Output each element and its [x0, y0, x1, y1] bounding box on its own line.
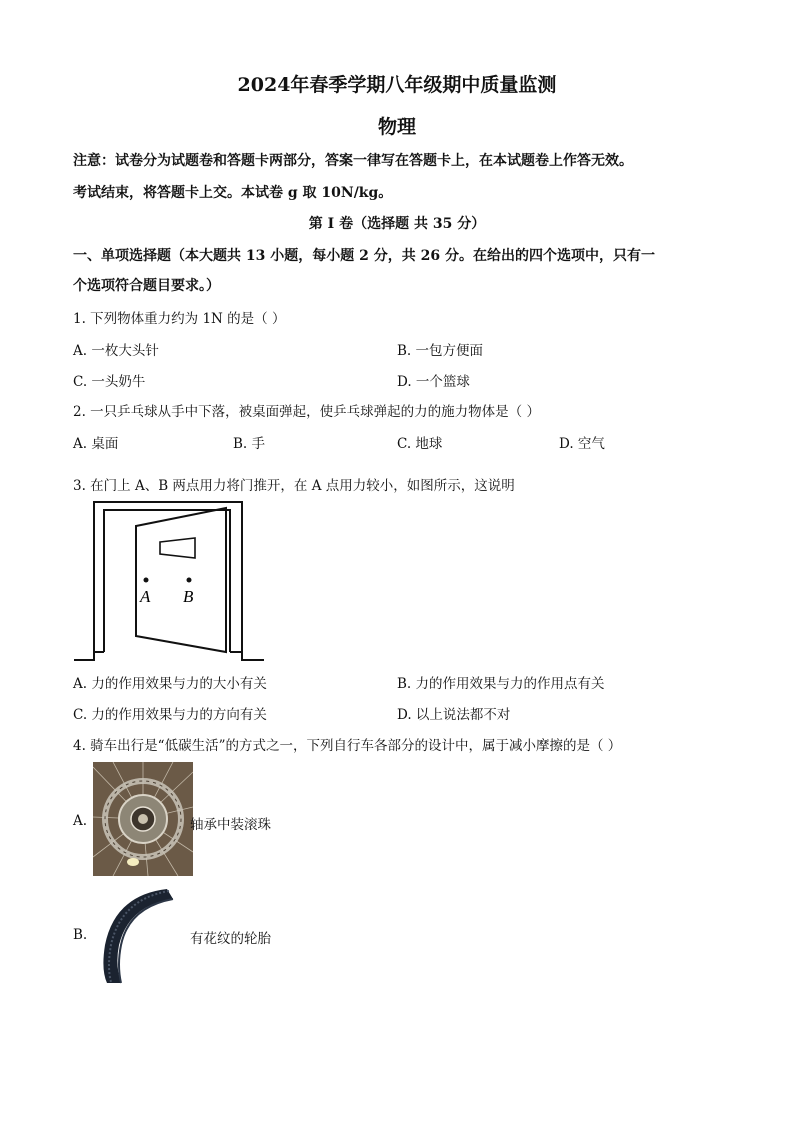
- point-a-label: A: [140, 587, 151, 606]
- question-4-option-b-letter: B.: [73, 927, 88, 943]
- question-3-option-b: B. 力的作用效果与力的作用点有关: [397, 676, 605, 692]
- question-1-stem: 1. 下列物体重力约为 1N 的是（ ）: [73, 311, 286, 327]
- question-2-option-b: B. 手: [233, 436, 266, 452]
- question-1-option-d: D. 一个篮球: [397, 374, 470, 390]
- question-4-option-b-text: 有花纹的轮胎: [190, 931, 271, 947]
- question-2-option-a: A. 桌面: [73, 436, 119, 452]
- point-a-marker: [144, 578, 149, 583]
- question-2-option-d: D. 空气: [559, 436, 605, 452]
- bearing-ball-photo: [93, 762, 193, 876]
- question-4-stem: 4. 骑车出行是“低碳生活”的方式之一，下列自行车各部分的设计中，属于减小摩擦的是（ ）: [73, 738, 622, 754]
- door-panel: [136, 508, 226, 652]
- question-1-option-b: B. 一包方便面: [397, 343, 484, 359]
- point-b-marker: [187, 578, 192, 583]
- question-3-stem: 3. 在门上 A、B 两点用力将门推开，在 A 点用力较小，如图所示，这说明: [73, 478, 515, 494]
- tire-photo: [95, 885, 180, 985]
- notice-line-1: 注意：试卷分为试题卷和答题卡两部分，答案一律写在答题卡上，在本试题卷上作答无效。: [73, 153, 633, 169]
- question-2-option-c: C. 地球: [397, 436, 443, 452]
- door-frame-inner: [104, 510, 230, 652]
- question-2-stem: 2. 一只乒乓球从手中下落，被桌面弹起，使乒乓球弹起的力的施力物体是（ ）: [73, 404, 540, 420]
- notice-line-2: 考试结束，将答题卡上交。本试卷 g 取 10N/kg。: [73, 185, 393, 201]
- section-heading-line-2: 个选项符合题目要求。）: [73, 278, 220, 294]
- point-b-label: B: [183, 587, 194, 606]
- door-diagram: [70, 496, 270, 664]
- question-4-option-a-text: 轴承中装滚珠: [190, 817, 271, 833]
- volume-heading: 第 I 卷（选择题 共 35 分）: [308, 216, 486, 232]
- question-4-option-a-letter: A.: [73, 813, 88, 829]
- question-1-option-c: C. 一头奶牛: [73, 374, 146, 390]
- door-window: [160, 538, 195, 558]
- question-3-option-d: D. 以上说法都不对: [397, 707, 511, 723]
- exam-title: 2024年春季学期八年级期中质量监测: [237, 74, 557, 96]
- question-1-option-a: A. 一枚大头针: [73, 343, 159, 359]
- question-3-option-a: A. 力的作用效果与力的大小有关: [73, 676, 267, 692]
- question-3-option-c: C. 力的作用效果与力的方向有关: [73, 707, 267, 723]
- section-heading-line-1: 一、单项选择题（本大题共 13 小题，每小题 2 分，共 26 分。在给出的四个选项中，只有一: [73, 248, 655, 264]
- door-frame-outer: [74, 502, 264, 660]
- subject-title: 物理: [377, 116, 416, 138]
